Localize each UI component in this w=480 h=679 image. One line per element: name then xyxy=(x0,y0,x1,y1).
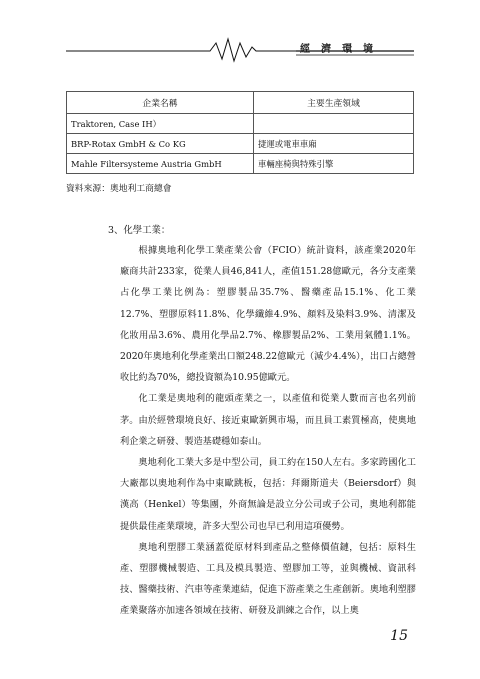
paragraph: 化工業是奧地利的龍頭產業之一，以產值和從業人數而言也名列前茅。由於經營環境良好、接近東歐新興市場，而且員工素質極高，使奧地利企業之研發、製造基礎穩如泰山。 xyxy=(120,393,416,447)
header-label: 經濟環境 xyxy=(300,44,384,55)
body-text xyxy=(120,240,416,622)
page-header xyxy=(0,34,480,64)
table-header-row xyxy=(67,92,414,114)
page-number: 15 xyxy=(390,628,408,644)
table-cell: 捷運或電車車廂 xyxy=(254,134,414,154)
table-row xyxy=(67,114,414,134)
table-source: 資料來源：奧地利工商總會 xyxy=(66,184,172,194)
table-row xyxy=(67,154,414,174)
table-cell xyxy=(254,114,414,134)
table-row xyxy=(67,134,414,154)
paragraph: 奧地利化工業大多是中型公司，員工約在150人左右。多家跨國化工大廠都以奧地利作為中東歐跳板，包括：拜爾斯道夫（Beiersdorf）與漢高（Henkel）等集團，外商無論是設立分公司或子公司，奧地利都能提供最佳產業環境，許多大型公司也早已利用這項優勢。 xyxy=(120,457,416,532)
company-table xyxy=(66,91,414,174)
table-cell: Traktoren, Case IH） xyxy=(67,114,254,134)
paragraph: 奧地利塑膠工業涵蓋從原材料到產品之整條價值鏈，包括：原料生產、塑膠機械製造、工具及模具製造、塑膠加工等，並與機械、資訊科技、醫藥技術、汽車等產業連結，促進下游產業之生產創新。奧地利塑膠產業聚落亦加速各領域在技術、研發及訓練之合作，以上奧 xyxy=(120,541,416,617)
table-cell: Mahle Filtersysteme Austria GmbH xyxy=(67,154,254,174)
table-cell: BRP-Rotax GmbH & Co KG xyxy=(67,134,254,154)
section-title: 3、化學工業： xyxy=(108,225,171,236)
table-cell: 車輛座椅與特殊引擎 xyxy=(254,154,414,174)
column-header-field: 主要生產領域 xyxy=(254,92,414,114)
paragraph: 根據奧地利化學工業產業公會（FCIO）統計資料，該產業2020年廠商共計233家，從業人員46,841人，產值151.28億歐元，各分支產業占化學工業比例為：塑膠製品35.7%、醫藥產品15.1%、化工業12.7%、塑膠原料11.8%、化學纖維4.9%、顏料及染料3.9%、清潔及化妝用品3.6%、農用化學品2.7%、橡膠製品2%、工業用氣體1.1%。2020年奧地利化學產業出口額248.22億歐元（減少4.4%），出口占總營收比約為70%，總投資額為10.95億歐元。 xyxy=(120,245,416,384)
column-header-company: 企業名稱 xyxy=(67,92,254,114)
